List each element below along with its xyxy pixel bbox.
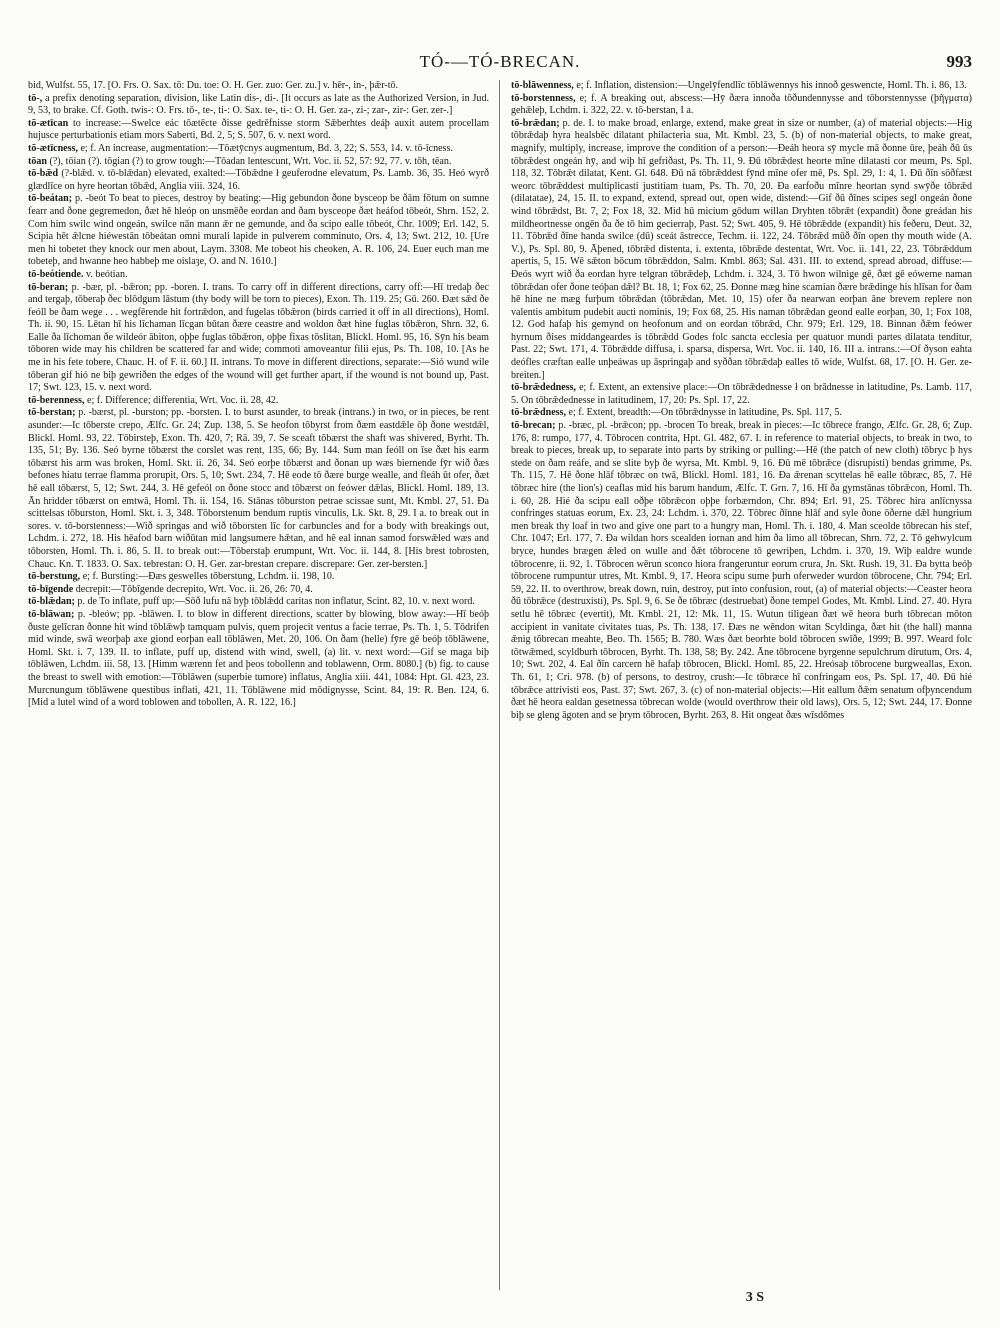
entry-text: e; f. Extent, an extensive place:—On tōbrǣdednesse ł on brādnesse in latitudine, Ps. Lamb. 117, 5. On tōbrǣdednesse in latitudinem, 17, 20: Ps. Spl. 17, 22.	[511, 382, 972, 406]
dictionary-entry	[511, 420, 972, 722]
dictionary-entry	[28, 596, 489, 609]
headword: tō-berstung,	[28, 571, 81, 583]
entry-text: (?-blǣd. v. tō-blǣdan) elevated, exalted:—Tōbǣdne ł geuferodne elevatum, Ps. Lamb. 36, 35. Heó wyrð glædlīce on hyre heortan tōbǣd, Anglia viii. 324, 16.	[28, 168, 489, 192]
dictionary-entry	[511, 80, 972, 93]
running-head	[0, 52, 1000, 74]
entry-text: p. -bærst, pl. -burston; pp. -borsten. I. to burst asunder, to break (intrans.) in two, or in pieces, be rent asunder:—Ic tōberste crepo, Ælfc. Gr. 24; Zup. 138, 5. Se heofon tōbyrst from ðæm eastdǣle ōþ ðone westdǣl, Blickl. Homl. 93, 22. Tōbirsteþ, Exon. Th. 420, 7; Rä. 39, 7. Se sceaft tōbærst the shaft was shivered, Byrht. Th. 135, 51; By. 136. Seó byrne tōbærst the corslet was rent, 135, 66; By. 144. Sum man feóll on īse ðæt his earm tōbærst his arm was broken, Homl. Skt. ii. 26, 34. Seó eorþe tōbærst and ðonan up wæs biernende fȳr wið ðæs befones hiatu terrae flamma prorupit, Ors. 5, 10; Swt. 234, 7. Hē eode tō ðære burge wealle, and fleáh ūt ofer, ðæt hē eall tōbærst, 5, 12; Swt. 244, 3. Hē gefeól on ðone stocc and tōbærst on feówer dǣlas, Blickl. Homl. 189, 13. Ān hridder tōbærst on emtwā, Homl. Th. ii. 154, 16. Stānas tōburston petrae scissae sunt, Mt. Kmbl. 27, 51. Ða scittelsas tōburston, Homl. Skt. i. 3, 348. Tōborstenum bendum ruptis vinculis, Lk. Skt. 8, 29. I a. to break out in sores. v. tō-borstenness:—Wið springas and wið tōborsten līc for carbuncles and for a body with breakings out, Lchdm. i. 272, 18. His hēafod barn wiðūtan mid langsumere hǣtan, and hē eal innan samod forswǣled wæs and tōborsten, Homl. Th. i. 86, 5. II. to break out:—Tōberstaþ erumpunt, Wrt. Voc. ii. 144, 8. [His brest tobrosten, Chauc. Kn. T. 1833. O. Sax. tebrestan: O. H. Ger. zar-brestan crepare. discrepare: Ger. zer-bersten.]	[28, 407, 489, 570]
dictionary-entry	[28, 168, 489, 193]
entry-text: e; f. A breaking out, abscess:—Hȳ ðæra innoða tōðundennysse and tōborstennysse (þῆγματα) gehǣleþ, Lchdm. i. 322, 22. v. tō-berstan, I a.	[511, 92, 972, 117]
entry-text: p. de To inflate, puff up:—Sōð lufu nā byþ tōblǣdd caritas non inflatur, Scint. 82, 10. v. next word.	[77, 596, 475, 608]
dictionary-entry	[511, 382, 972, 407]
entry-text: decrepit:—Tōbīgende decrepito, Wrt. Voc. ii. 26, 26: 70, 4.	[75, 583, 313, 595]
entry-text: (?), tōian (?). tōgian (?) to grow tough:—Tōadan lentescunt, Wrt. Voc. ii. 52, 57: 92, 77. v. tōh, tēan.	[49, 155, 452, 167]
dictionary-entry	[28, 143, 489, 156]
headword: tō-borstenness,	[511, 92, 576, 104]
headword: tō-ætīcness,	[28, 142, 78, 154]
dictionary-entry	[28, 118, 489, 143]
headword: tō-beátan;	[28, 193, 73, 205]
headword: tō-bǣd	[28, 168, 59, 180]
headword: tō-blǣdan;	[28, 596, 75, 608]
entry-text: a prefix denoting separation, division, like Latin dis-, di-. [It occurs as late as the Authorized Version, in Jud. 9, 53, to brake. Cf. Goth. twis-: O. Frs. tō-, te-, ti-: O. Sax. te-, ti-: O. H. Ger. za-, zi-; zar-, zir-: Ger. zer-.]	[28, 92, 489, 117]
entry-text: e; f. Bursting:—Ðæs geswelles tōberstung, Lchdm. ii. 198, 10.	[82, 571, 335, 583]
entry-text: e; f. An increase, augmentation:—Tōætȳcnys augmentum, Bd. 3, 22; S. 553, 14. v. tō-īcness.	[80, 142, 453, 154]
headword: tō-brǣdness,	[511, 407, 566, 419]
dictionary-entry	[28, 571, 489, 584]
headword: tō-blāwenness,	[511, 80, 574, 91]
signature-mark: 3 S	[745, 1290, 764, 1305]
entry-text: p. -bleów; pp. -blāwen. I. to blow in different directions, scatter by blowing, blow away:—Hī beóþ ðuste gelīcran ðonne hit wind tōblǣwþ tamquam pulvis, quem projecit ventus a facie terrae, Ps. Th. 1, 5. Tōdrifen mid winde, swā weorþaþ axe giond eorþan eall tōblāwen, Met. 20, 106. On ðam (helle) fȳre gē beóþ tōblāwene, Homl. Skt. i. 7, 139. II. to inflate, puff up, distend with wind, swell, (a) lit. v. next word:—Gif se maga biþ tōblāwen, Lchdm. iii. 58, 13. [Himm wærenn fet and þeos tobollenn and toblawenn, Orm. 8080.] (b) fig. to cause the breast to swell with emotion:—Tōblāwen (superbie tumore) inflatus, Anglia xiii. 441, 1084: Hpt. Gl. 423, 23. Murcnungum tōblāwene questibus inflati, 421, 11. Tōblāwene mid mōdignysse, Scint. 84, 19: R. Ben. 124, 6. [Mid a lutel wind of a word toblowen and tobollen, A. R. 122, 16.]	[28, 608, 489, 709]
dictionary-entry	[28, 395, 489, 408]
dictionary-entry	[28, 407, 489, 571]
headword: tō-beótiende.	[28, 268, 84, 280]
entry-text: e; f. Extent, breadth:—On tōbrǣdnysse in latitudine, Ps. Spl. 117, 5.	[568, 407, 842, 419]
headword: tō-ætīcan	[28, 117, 69, 129]
entry-text: p. de. I. to make broad, enlarge, extend, make great in size or number, (a) of material objects:—Hig tōbrǣdaþ hyra healsbēc dilatant philacteria sua, Mt. Kmbl. 23, 5. (b) of non-material objects, to make great, magnify, multiply, increase, improve the condition of a person:—Ðeáh heora sȳ mycle mā ðonne ūre, þeáh ðū ūs tōbrǣdest ongeán hȳ, and wiþ hī gefriðast, Ps. Th. 11, 9. Ðū tōbrǣdest heorte mīne dilatasti cor meum, Ps. Spl. 118, 32. Tōbrǣt dilatat, Kent. Gl. 648. Ðū nā tōbrǣddest fȳnd mīne ofer mē, Ps. Spl. 29, 1: 4, 1. Ðū ðīn sōðfæst weorc tōbrǣddest multiplicasti justitiam tuam, Ps. Th. 70, 20. Ða earfoðu mīnre heortan synd swȳðe tōbrǣd (dilatatae), 24, 15. II. to expand, extend, spread out, open wide, distend:—Gif ðū ðīnes scipes segl ongeán ðone wind tōbrǣdst, Bt. 7, 2; Fox 18, 32. Mid hū micium gōdum willan Dryhten tōbrǣt (expandit) ðone greádan his mildheortnesse ongēn ða ðe tō him gecierraþ, Past. 52; Swt. 405, 9. Hē tōbrǣdde (expandit) his feðeru, Deut. 32, 11. Tōbrǣd ðīne handa swilce (dū) sceát āstrecce, Techm. ii. 122, 24. Tōbrǣd mūð ðīn open thy mouth wide (A. V.), Ps. Spl. 80, 9. Āþened, tōbrǣd distenta, i. extenta, tōbrǣde destentat, Wrt. Voc. ii. 141, 22, 23. Tōbrǣddum apertis, 5, 15. Wē sǣton bōcum tōbrǣddon, Salm. Kmbl. 863; Sal. 431. III. to extend, spread abroad, diffuse:—Ðeós wyrt wið ða eordan hyre telgran tōbrǣdeþ, Lchdm. i. 324, 3. Tō hwon wilnige gē, ðæt gē eówerne naman tōbrǣdan ofer ðone teóþan dǣl? Bt. 18, 1; Fox 62, 25. Ðonne mæg hine scamian ðære brǣdinge his hlīsan for ðam hē hine ne mæg furþum tōbrǣdan (tōbrǣdan, Met. 10, 15) ofer ða nearwan eorþan āne brevem replere non valentis ambitum pudebit aucti nominis, 19; Fox 68, 25. His naman tōbrǣdan geond ealle eorþan, 30, 1; Fox 108, 12. God hafaþ his gemynd on heofonum and on eordan tōbrǣd, Chr. 979; Erl. 129, 18. Binnan ðǣm feówer hyrnum ðises middangeardes is tōbrǣdd Godes folc sancta ecclesia per quatuor mundi partes dilatata tenditur, Past. 22; Swt. 171, 4. Tōbrǣdde diffusa, i. sparsa, dispersa, Wrt. Voc. ii. 140, 16. III a. intrans.:—Of ðyson eahta deófles cræftan ealle unþeáwas up āspringaþ and syððan tōbrǣdaþ ealles tō wide, Wulfst. 68, 17. [O. H. Ger. ze-breiten.]	[511, 117, 972, 381]
headword: tō-,	[28, 92, 43, 104]
text-columns	[28, 80, 972, 1300]
headword: tō-brǣdan;	[511, 117, 560, 129]
entry-text: v. beótian.	[86, 268, 128, 280]
dictionary-entry	[28, 156, 489, 169]
column-divider	[499, 80, 500, 1290]
page-title: TÓ-—TÓ-BRECAN.	[419, 52, 581, 71]
page-number: 993	[946, 52, 972, 71]
headword: tō-beran;	[28, 281, 69, 293]
headword: tō-brǣdedness,	[511, 382, 577, 394]
dictionary-entry	[28, 269, 489, 282]
dictionary-entry	[28, 609, 489, 710]
right-column	[511, 80, 972, 1300]
headword: tō-brecan;	[511, 420, 556, 432]
dictionary-entry	[28, 282, 489, 395]
left-column	[28, 80, 489, 1300]
headword: tō-bīgende	[28, 583, 74, 595]
entry-text: p. -bær, pl. -bǣron; pp. -boren. I. trans. To carry off in different directions, carry off:—Hī tredaþ ðec and tergaþ, tōberaþ ðec blōdgum lāstum (thy body will be torn to pieces), Exon. Th. 119. 25; Gū. 260. Ðæt sǣd ðe feóll be ðam wege . . . wegfērende hit fortrǣdon, and fugelas tōbǣron (birds carried it off in all directions), Homl. Th. ii. 90, 15. Lētan hī his līchaman līcgan būtan ðære ceastre and woldon ðæt hine fuglas tōbǣron, Shrn. 32, 6. Ealle ða līchoman ðe wildeór ābiton, oþþe fuglas tōbǣron, oþþe fixas tōslitan, Blickl. Homl. 95, 16. Sȳn his beam tōboren wide may his children be scattered far and wide; commoti amoveantur filii ejus, Ps. Th. 108, 10. [As he me in his fete tobere, Chauc. H. of F. ii. 60.] II. intrans. To move in different directions, separate:—Sió wund wile tōberan gif hió ne biþ gewriðen the edges of the wound will get further apart, if the wound is not bound up, Past. 17; Swt. 123, 15. v. next word.	[28, 281, 489, 394]
entry-text: to increase:—Swelce eác tōætēcte ðisse gedrēfnisse storm Sǣberhtes deáþ auxit autem procellam hujusce perturbationis etiam mors Saberti, Bd. 2, 5; S. 507, 6. v. next word.	[28, 117, 489, 142]
headword: tō-berenness,	[28, 394, 85, 406]
entry-text: e; f. Difference; differentia, Wrt. Voc. ii. 28, 42.	[86, 394, 279, 406]
dictionary-entry	[28, 93, 489, 118]
dictionary-entry	[511, 93, 972, 118]
entry-text: p. -beót To beat to pieces, destroy by beating:—Hig gebundon ðone bysceop be ðām fōtum on sumne fearr and ðone gegremedon, ðæt hē hleóp on unsmēðe eordan and ðam bysceope ðæt heáfod tōbeót, Shrn. 152, 2. Com him swilc wind ongeán, swilce nān mann ǣr ne gemunde, and ða scipo ealle tōbeót, Chr. 1009; Erl. 142, 5. Scipia hēt ǣlcne hiéwestān tōbeátan omni murali lapide in pulverem comminuto, Ors. 4, 13; Swt. 212, 10. [Ure men hi tobetet they knock our men about, Laym. 3308. Me tobeot his cheoken, A. R. 106, 24. Euer euch man me tobeteþ, and hwanne heo habbeþ me oislaȝe, O. and N. 1610.]	[28, 193, 489, 268]
entry-text: bid, Wulfst. 55, 17. [O. Frs. O. Sax. tō: Du. toe: O. H. Ger. zuo: Ger. zu.] v. hēr-, in-, þǣr-tō.	[28, 80, 399, 91]
entry-text: e; f. Inflation, distension:—Ungelȳfendlīc tōblāwennys his innoð geswencte, Homl. Th. i. 86, 13.	[576, 80, 967, 91]
dictionary-entry	[28, 80, 489, 93]
dictionary-entry	[28, 193, 489, 269]
headword: tō-blāwan;	[28, 608, 75, 620]
dictionary-entry	[511, 407, 972, 420]
entry-text: p. -bræc, pl. -brǣcon; pp. -brocen To break, break in pieces:—Ic tōbrece frango, Ælfc. Gr. 28, 6; Zup. 176, 8: rumpo, 177, 4. Tōbrocen contrita, Hpt. Gl. 482, 67. I. in reference to material objects, to break in two, to break to pieces, break up, to separate into parts by striking or pulling:—Hē (the patch of new cloth) tōbryc þ hys stede on ðam reáfe, and se slite byþ ðe wyrsa, Mt. Kmbl. 9, 16. Ðū mē tōbrǣce (disrupisti) bendas grimme, Ps. Th. 115, 7. Hē ðone hlāf tōbræc on twā, Blickl. Homl. 181, 16. Ða ǣrenan scyttelas hē ealle tōbræc, 85, 7. Hē tōbræc hire (the lion's) ceaflas mid his barum handum, Ælfc. T. Grn. 7, 16. Hī ða gymstānas tōbrǣcon, Homl. Th. i. 60, 28. Hié ða scipu eall oðþe tōbrǣcon oþþe forbærndon, Chr. 894; Erl. 91, 25. Tōbrec hira anlīcnyssa confringes statuas eorum, Ex. 23, 24: Lchdm. i. 370, 22. Tōbrec ðīnne hlāf and syle ðone ōðerne dǣl hungrium men break thy loaf in two and give one part to a hungry man, Homl. Th. i. 180, 4. Man sceolde tōbrecan his stef, Chr. 1047; Erl. 177, 7. Ða wildan hors scealden iornan and him ða limo all tōbrecan, Shrn. 72, 2. Tō gehwylcum bryce, hundes brægen ǣled on wulle and ðǣt tōbrocene tō gewriþen, Lchdm. i. 370, 19. Wiþ ealdre wunde tōbrocenre, ii. 92, 1. Tōbrocen wērun sconco hiora frangeruntur eorum crura, Jn. Skt. Rush. 19, 31. Ða bytta beóþ tōbrocene rumpuntur utres, Mt. Kmbl. 9, 17. Heora scipu sume þurh oferweder wurdon tōbrocene, Chr. 794; Erl. 59, 22. II. to overthrow, break down, ruin, destroy, put into confusion, rout, (a) of material objects:—Ceaster heora ðū tōbrǣce (destruxisti), Ps. Spl. 9, 6. Se ðe tōbræc (destruebat) ðone tempel Godes, Mt. Kmbl. Lind. 27. 40. Hyra setlu hē tōbræc (evertit), Mt. Kmbl. 21, 12: Mk. 11, 15. Wutun tiligean ðæt wē heora burh tōbrecan mōton accipient in vanitate civitates tuas, Ps. Th. 138, 17. Ðæs ne wēndon witan Scyldinga, ðæt hit (the hall) manna ǣnig tōbrecan meahte, Beo. Th. 1565; B. 780. Wæs ðæt beorhte bold tōbrocen swīðe, 1999; B. 997. Weard folc tōtwǣmed, scyldburh tōbrocen, Byrht. Th. 138, 58; By. 242. Āne tōbrocene byrgenne sepulchrum dirutum, Ors. 4, 10; Swt. 202, 4. Eal ðīn carcern hē hafaþ tōbrocen, Blickl. Homl. 85, 22. Hreósaþ tōbrocene burgweallas, Exon. Th. 61, 1; Cri. 978. (b) of persons, to destroy, crush:—Ic tōbræce hī confringam eos, Ps. Spl. 17, 40. Ðū hié tōbrǣce attrivisti eos, Past. 37; Swt. 267, 3. (c) of non-material objects:—Hit eallum ðǣm senatum ofþyncendum ðæt hē heora ealdan gesetnessa tōbrecan wolde (would overthrow their old laws), Ors. 5, 12; Swt. 244, 17. Ðonne biþ se gleng āgoten and se þrym tōbrocen, Byrht. 263, 8. Hit ongeat ðæs wīsdōmes	[511, 420, 972, 721]
headword: tō-berstan;	[28, 407, 76, 419]
dictionary-entry	[28, 584, 489, 597]
headword: tōan	[28, 155, 47, 167]
dictionary-entry	[511, 118, 972, 382]
